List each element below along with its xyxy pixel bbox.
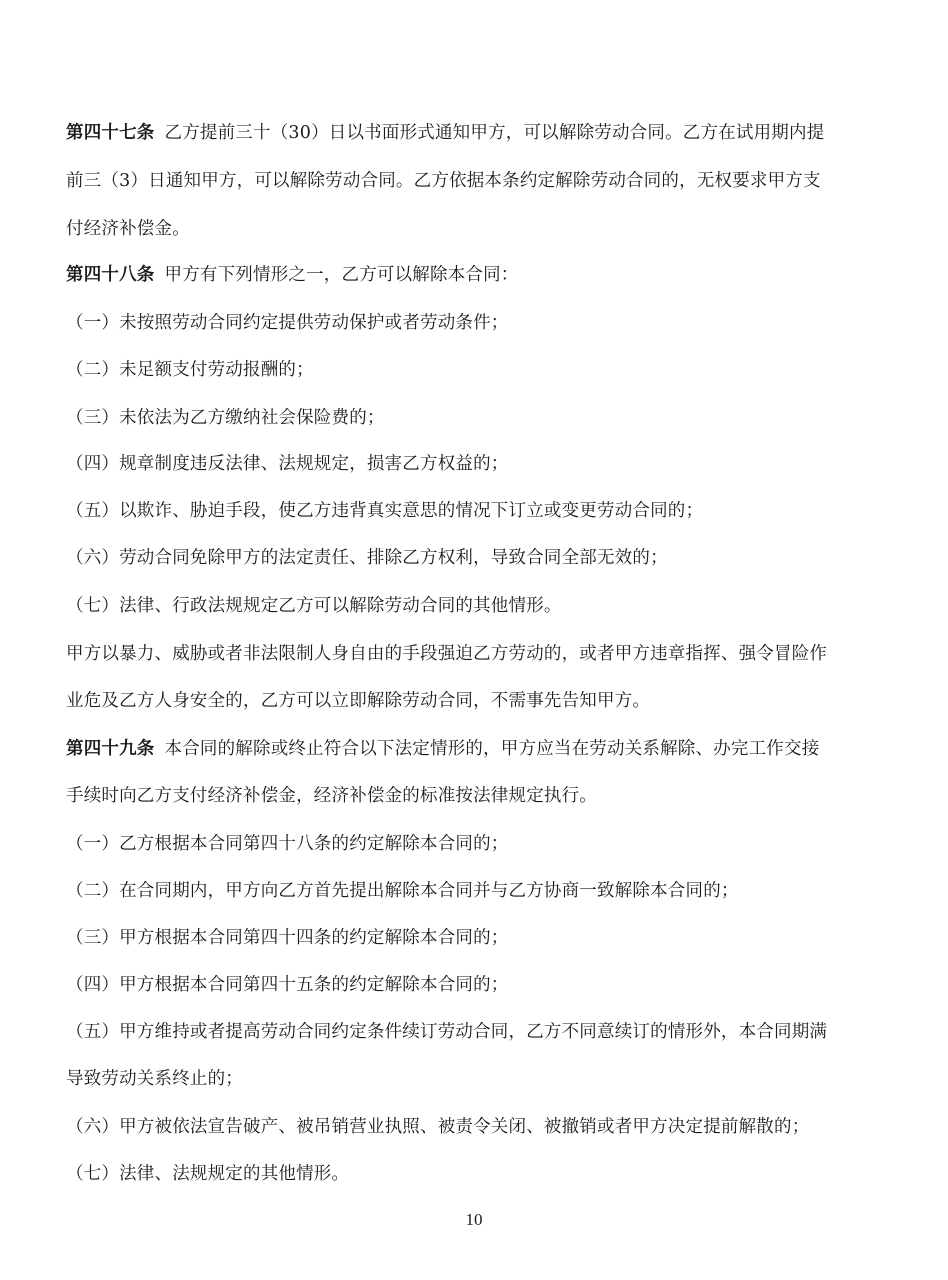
- article-49-heading: 第四十九条: [66, 739, 155, 759]
- article-49-item-7: （七）法律、法规规定的其他情形。: [66, 1164, 350, 1184]
- article-49-line-1: [66, 737, 886, 761]
- article-48-item-1: （一）未按照劳动合同约定提供劳动保护或者劳动条件；: [66, 313, 509, 333]
- article-48-item-7: （七）法律、行政法规规定乙方可以解除劳动合同的其他情形。: [66, 596, 562, 616]
- article-48-extra-2: 业危及乙方人身安全的，乙方可以立即解除劳动合同，不需事先告知甲方。: [66, 691, 651, 711]
- article-48-intro: 甲方有下列情形之一，乙方可以解除本合同：: [164, 265, 519, 285]
- article-48-item-5: （五）以欺诈、胁迫手段，使乙方违背真实意思的情况下订立或变更劳动合同的；: [66, 501, 704, 521]
- article-49-item-1: （一）乙方根据本合同第四十八条的约定解除本合同的；: [66, 834, 509, 854]
- article-49-text: 本合同的解除或终止符合以下法定情形的，甲方应当在劳动关系解除、办完工作交接: [164, 739, 820, 759]
- article-48-line-1: [66, 263, 886, 287]
- article-49-item-6: （六）甲方被依法宣告破产、被吊销营业执照、被责令关闭、被撤销或者甲方决定提前解散的；: [66, 1117, 810, 1137]
- article-49-item-5-cont: 导致劳动关系终止的；: [66, 1069, 243, 1089]
- article-48-item-6: （六）劳动合同免除甲方的法定责任、排除乙方权利，导致合同全部无效的；: [66, 548, 668, 568]
- article-48-extra-1: 甲方以暴力、威胁或者非法限制人身自由的手段强迫乙方劳动的，或者甲方违章指挥、强令冒险作: [66, 644, 828, 664]
- article-48-item-3: （三）未依法为乙方缴纳社会保险费的；: [66, 408, 385, 428]
- article-49-item-2: （二）在合同期内，甲方向乙方首先提出解除本合同并与乙方协商一致解除本合同的；: [66, 881, 739, 901]
- article-47-heading: 第四十七条: [66, 123, 155, 143]
- article-49-item-3: （三）甲方根据本合同第四十四条的约定解除本合同的；: [66, 928, 509, 948]
- page-number: 10: [465, 1210, 483, 1229]
- article-48-item-4: （四）规章制度违反法律、法规规定，损害乙方权益的；: [66, 454, 509, 474]
- article-49-line-2: 手续时向乙方支付经济补偿金，经济补偿金的标准按法律规定执行。: [66, 786, 597, 806]
- article-48-item-2: （二）未足额支付劳动报酬的；: [66, 360, 314, 380]
- article-47-line-2: 前三（3）日通知甲方，可以解除劳动合同。乙方依据本条约定解除劳动合同的，无权要求甲方支: [66, 171, 821, 191]
- article-49-item-5: （五）甲方维持或者提高劳动合同约定条件续订劳动合同，乙方不同意续订的情形外，本合同期满: [66, 1022, 828, 1042]
- article-47-text: 乙方提前三十（30）日以书面形式通知甲方，可以解除劳动合同。乙方在试用期内提: [164, 123, 825, 143]
- article-48-heading: 第四十八条: [66, 265, 155, 285]
- article-47-line-1: [66, 121, 886, 145]
- article-47-line-3: 付经济补偿金。: [66, 219, 190, 239]
- article-49-item-4: （四）甲方根据本合同第四十五条的约定解除本合同的；: [66, 975, 509, 995]
